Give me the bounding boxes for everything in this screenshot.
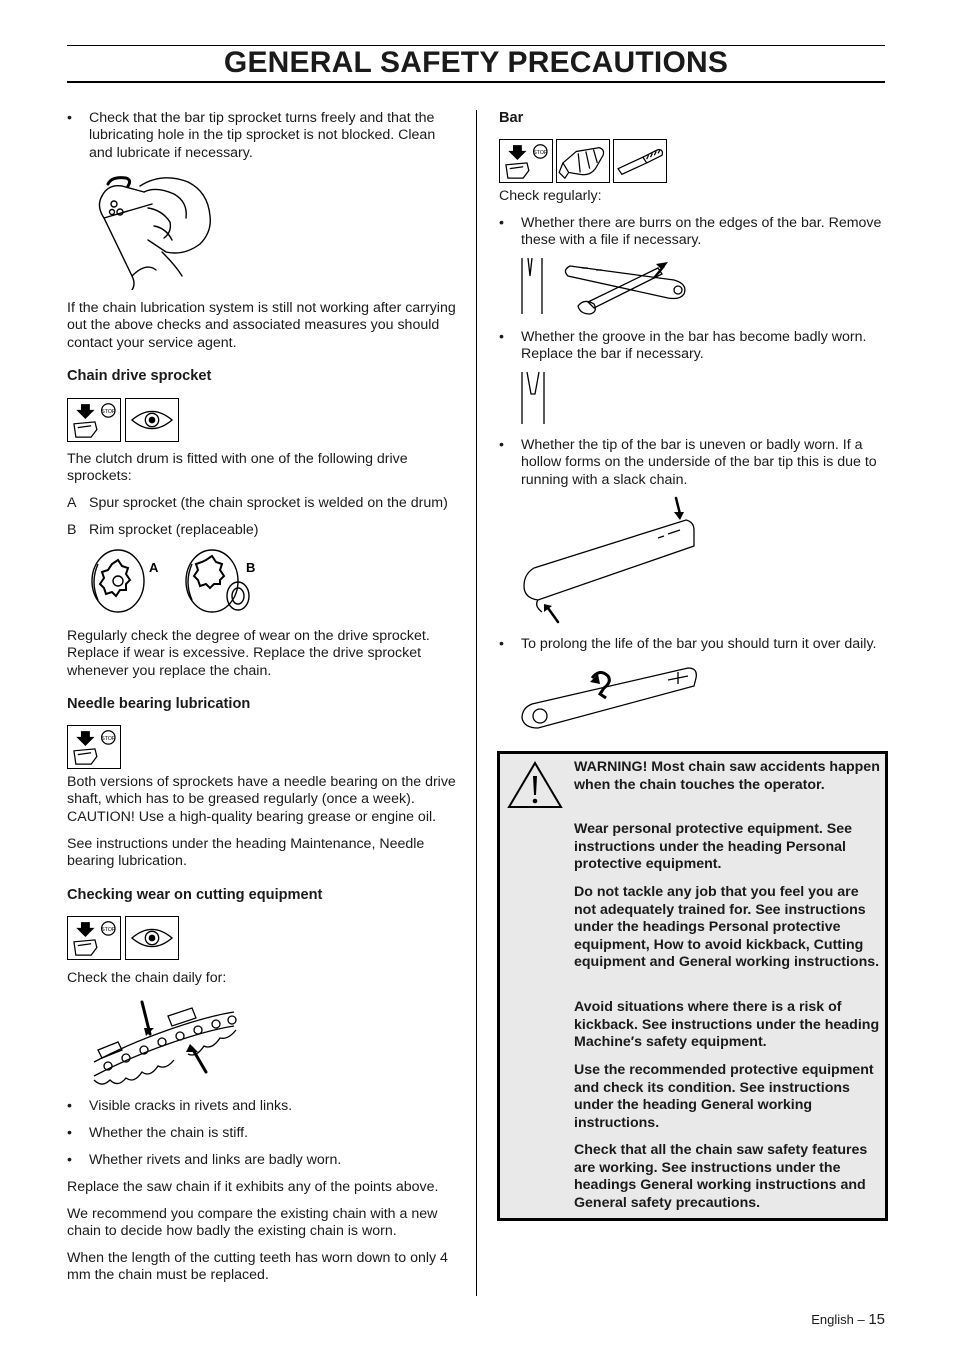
warning-triangle-icon bbox=[507, 760, 563, 810]
warning-check-equipment: Use the recommended protective equipment and check its condition. See instructions under the heading General working instructions. bbox=[574, 1062, 874, 1131]
bar-bullet-text: To prolong the life of the bar you should turn it over daily. bbox=[521, 636, 877, 652]
inspect-eye-icon bbox=[125, 398, 179, 442]
stop-engine-icon bbox=[499, 139, 553, 183]
turn-bar-illustration bbox=[518, 660, 700, 732]
warning-training: Do not tackle any job that you feel you are not adequately trained for. See instructions under the headings Personal protective equipment, How to avoid kickback, Cutting equipment and General working instructions. bbox=[574, 884, 880, 971]
bar-heading: Bar bbox=[499, 110, 524, 126]
chain-daily-label: Check the chain daily for: bbox=[67, 970, 227, 986]
sprocket-label-b: B bbox=[246, 560, 256, 575]
warning-safety-features: Check that all the chain saw safety features are working. See instructions under the headings General working instructions and General safety precautions. bbox=[574, 1142, 868, 1211]
item-a-text: Spur sprocket (the chain sprocket is welded on the drum) bbox=[89, 495, 448, 511]
stop-engine-icon bbox=[67, 398, 121, 442]
header-rule-bottom bbox=[67, 81, 885, 83]
bullet-dot: • bbox=[67, 110, 72, 126]
page-title: GENERAL SAFETY PRECAUTIONS bbox=[223, 46, 729, 79]
protective-glove-icon bbox=[556, 139, 610, 183]
tip-sprocket-text: Check that the bar tip sprocket turns freely and that the lubricating hole in the tip sprocket is not blocked. Clean and lubricate if necessary. bbox=[89, 110, 436, 161]
svg-text:STOP: STOP bbox=[101, 408, 116, 415]
inspect-eye-icon bbox=[125, 916, 179, 960]
sprocket-wear-paragraph: Regularly check the degree of wear on the drive sprocket. Replace if wear is excessive. Replace the drive sprocket whenever you replace the chain. bbox=[67, 628, 430, 679]
chain-bullet-text: Visible cracks in rivets and links. bbox=[89, 1098, 293, 1114]
warning-accidents: WARNING! Most chain saw accidents happen when the chain touches the operator. bbox=[574, 759, 880, 793]
svg-text:STOP: STOP bbox=[101, 926, 116, 933]
lube-service-paragraph: If the chain lubrication system is still not working after carrying out the above checks and associated measures you should contact your service agent. bbox=[67, 300, 456, 351]
bullet-dot: • bbox=[499, 215, 504, 231]
item-b-letter: B bbox=[67, 522, 77, 538]
item-b-text: Rim sprocket (replaceable) bbox=[89, 522, 259, 538]
saw-chain-illustration bbox=[88, 992, 240, 1088]
chain-bullet-text: Whether the chain is stiff. bbox=[89, 1125, 249, 1141]
svg-text:STOP: STOP bbox=[101, 735, 116, 742]
svg-text:STOP: STOP bbox=[533, 149, 548, 156]
needle-bearing-paragraph: Both versions of sprockets have a needle bearing on the drive shaft, which has to be greased regularly (once a week). CAUTION! Use a high-quality bearing grease or engine oil. bbox=[67, 774, 456, 825]
bullet-dot: • bbox=[499, 329, 504, 345]
cleaning-brush-icon bbox=[613, 139, 667, 183]
stop-engine-icon bbox=[67, 725, 121, 769]
footer-separator: – bbox=[853, 1312, 869, 1327]
item-a-letter: A bbox=[67, 495, 77, 511]
compare-chain-paragraph: We recommend you compare the existing chain with a new chain to decide how badly the existing chain is worn. bbox=[67, 1206, 438, 1240]
bullet-dot: • bbox=[67, 1152, 72, 1168]
column-divider bbox=[476, 110, 477, 1296]
check-regularly-label: Check regularly: bbox=[499, 188, 602, 204]
needle-bearing-heading: Needle bearing lubrication bbox=[67, 696, 251, 712]
bar-bullet-text: Whether the groove in the bar has become badly worn. Replace the bar if necessary. bbox=[521, 329, 867, 363]
clutch-drum-paragraph: The clutch drum is fitted with one of the following drive sprockets: bbox=[67, 451, 408, 485]
bar-tip-hand-illustration bbox=[92, 166, 216, 290]
cutting-equipment-heading: Checking wear on cutting equipment bbox=[67, 887, 323, 903]
chain-bullet-text: Whether rivets and links are badly worn. bbox=[89, 1152, 342, 1168]
worn-groove-illustration bbox=[519, 368, 549, 428]
bullet-dot: • bbox=[499, 636, 504, 652]
page-number: 15 bbox=[868, 1311, 885, 1328]
page-footer bbox=[811, 1311, 885, 1328]
stop-engine-icon bbox=[67, 916, 121, 960]
needle-bearing-reference: See instructions under the heading Maintenance, Needle bearing lubrication. bbox=[67, 836, 425, 870]
bullet-dot: • bbox=[499, 437, 504, 453]
chain-drive-sprocket-heading: Chain drive sprocket bbox=[67, 368, 212, 384]
bar-bullet-text: Whether the tip of the bar is uneven or badly worn. If a hollow forms on the underside of the bar tip this is due to running with a slack chain. bbox=[521, 437, 877, 488]
footer-language: English bbox=[811, 1312, 854, 1327]
bar-bullet-text: Whether there are burrs on the edges of the bar. Remove these with a file if necessary. bbox=[521, 215, 882, 249]
warning-protective-equipment: Wear personal protective equipment. See instructions under the heading Personal protective equipment. bbox=[574, 821, 853, 873]
bullet-dot: • bbox=[67, 1125, 72, 1141]
sprocket-types-illustration bbox=[88, 546, 268, 616]
bar-filing-illustration bbox=[518, 254, 690, 318]
warning-kickback: Avoid situations where there is a risk of kickback. See instructions under the heading Machine′s safety equipment. bbox=[574, 999, 880, 1051]
worn-bar-tip-illustration bbox=[518, 494, 698, 626]
cutting-teeth-length-paragraph: When the length of the cutting teeth has worn down to only 4 mm the chain must be replaced. bbox=[67, 1250, 448, 1284]
bullet-dot: • bbox=[67, 1098, 72, 1114]
sprocket-label-a: A bbox=[149, 560, 159, 575]
warning-box bbox=[497, 751, 888, 1221]
replace-chain-paragraph: Replace the saw chain if it exhibits any of the points above. bbox=[67, 1179, 439, 1195]
